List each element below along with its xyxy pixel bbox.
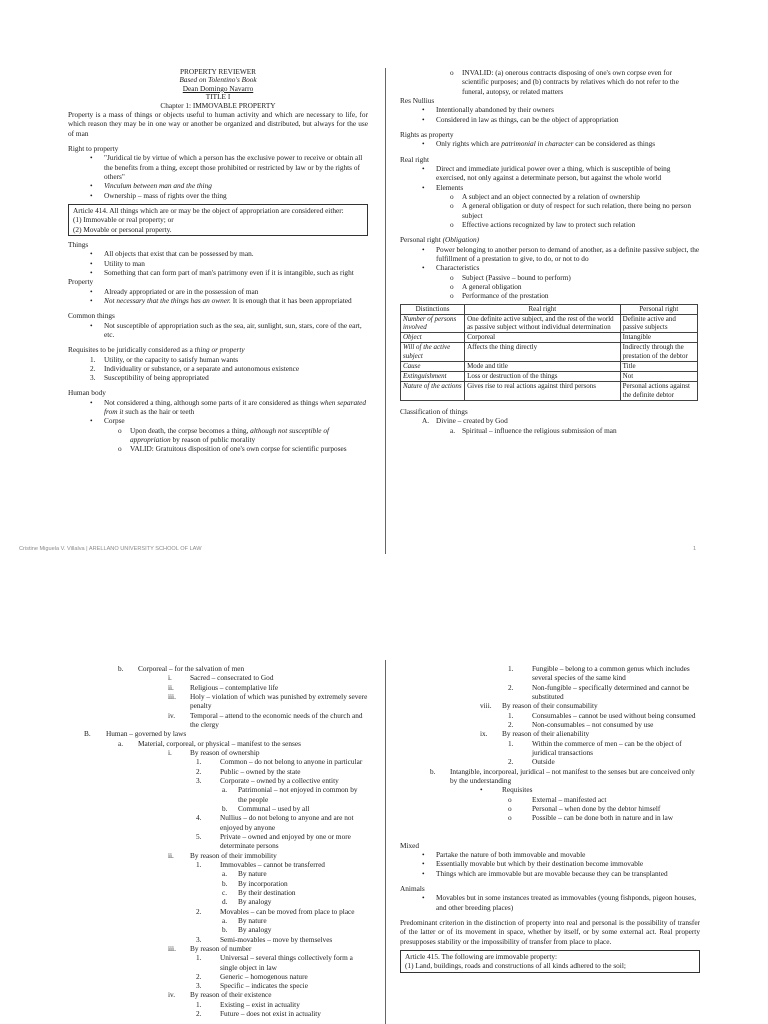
list-item: • All objects that exist that can be possessed by man. xyxy=(90,249,254,259)
outline-item: o Personal – when done by the debtor himself xyxy=(508,803,661,813)
outline-item: 1. Common – do not belong to anyone in particular xyxy=(196,757,363,767)
list-item: • Not necessary that the things has an owner. It is enough that it has been appropriated xyxy=(90,295,352,305)
outline-item: o External – manifested act xyxy=(508,794,607,804)
column-divider xyxy=(385,660,386,1024)
outline-item: viii. By reason of their consumability xyxy=(480,701,598,711)
list-item: • Considered in law as things, can be the object of appropriation xyxy=(422,114,619,124)
outline-item: 2. Movables – can be moved from place to place xyxy=(196,906,355,916)
outline-item: iii. By reason of number xyxy=(168,943,252,953)
list-item: • Essentially movable but which by their destination become immovable xyxy=(422,859,644,869)
outline-item: b. By analogy xyxy=(222,925,272,935)
list-item: • Characteristics xyxy=(422,263,480,273)
outline-item: 1. Consumables – cannot be used without being consumed xyxy=(508,710,696,720)
page2-right-column xyxy=(400,664,700,1024)
outline-item: 3. Specific – indicates the specie xyxy=(196,981,308,991)
outline-item: 2. Non-consumables – not consumed by use xyxy=(508,719,654,729)
outline-item: o Possible – can be done both in nature and in law xyxy=(508,813,674,823)
outline-item: 3. Corporate – owned by a collective entity xyxy=(196,775,339,785)
outline-item: 1. Universal – several things collectively form a single object in law xyxy=(196,953,353,972)
outline-item: b. Corporeal – for the salvation of men xyxy=(118,664,245,673)
outline-list xyxy=(68,664,368,1018)
table-row: Object Corporeal Intangible xyxy=(401,333,698,343)
list-item: o Upon death, the corpse becomes a thing, although not susceptible of appropriation by reason of public morality xyxy=(118,425,330,445)
list-item: o VALID: Gratuitous disposition of one's own corpse for scientific purposes xyxy=(118,444,347,454)
table-header: Personal right xyxy=(620,304,697,314)
list-item: • Vinculum between man and the thing xyxy=(90,181,212,191)
distinctions-table xyxy=(400,304,698,402)
common-things-heading: Common things xyxy=(68,311,115,321)
list-item: • Not susceptible of appropriation such as the sea, air, sunlight, sun, stars, core of the eart, etc. xyxy=(90,320,362,339)
outline-list xyxy=(400,664,700,823)
real-right-heading: Real right xyxy=(400,154,429,164)
outline-item: ii. Religious – contemplative life xyxy=(168,682,279,692)
human-body-heading: Human body xyxy=(68,388,106,398)
mixed-heading: Mixed xyxy=(400,840,420,850)
outline-item: a. By nature xyxy=(222,869,267,879)
outline-item: c. By their destination xyxy=(222,887,296,897)
list-item: • Already appropriated or are in the possession of man xyxy=(90,286,259,296)
column-divider xyxy=(385,68,386,554)
list-item: A. Divine – created by God xyxy=(422,416,508,426)
outline-item: b. By incorporation xyxy=(222,878,288,888)
outline-item: ix. By reason of their alienability xyxy=(480,729,590,739)
list-item: • Partake the nature of both immovable and movable xyxy=(422,849,586,859)
outline-item: 4. Nullius – do not belong to anyone and are not enjoyed by anyone xyxy=(196,813,354,832)
list-item: • Power belonging to another person to demand of another, as a definite passive subject, the fulfillment of a prestation to give, to do, or not to do xyxy=(422,244,700,263)
title-i: TITLE I xyxy=(205,92,231,102)
doc-subtitle: Based on Tolentino's Book xyxy=(179,75,257,85)
list-item: • Intentionally abandoned by their owners xyxy=(422,105,554,115)
list-item: o Effective actions recognized by law to protect such relation xyxy=(450,219,636,229)
outline-item: iv. By reason of their existence xyxy=(168,990,272,1000)
list-item: • Corpse xyxy=(90,416,125,426)
article-414-box: Article 414. All things which are or may be the object of appropriation are considered either: (1) Immovable or real property; or (2) Movable or personal property. xyxy=(68,204,368,236)
outline-item: 2. Public – owned by the state xyxy=(196,766,301,776)
list-item: a. Spiritual – influence the religious submission of man xyxy=(450,425,617,435)
outline-item: a. Patrimonial – not enjoyed in common by the people xyxy=(222,785,358,804)
outline-item: 1. Fungible – belong to a common genus which includes several species of the same kind xyxy=(508,664,690,683)
right-to-property-heading: Right to property xyxy=(68,143,119,153)
outline-item: 2. Outside xyxy=(508,757,555,767)
page-number: 1 xyxy=(693,546,697,552)
list-item: o A subject and an object connected by a relation of ownership xyxy=(450,191,640,201)
outline-item: b. Communal – used by all xyxy=(222,803,310,813)
list-item: 1. Utility, or the capacity to satisfy human wants xyxy=(90,354,239,364)
personal-right-heading: Personal right (Obligation) xyxy=(400,235,480,245)
outline-item: a. Material, corporeal, or physical – manifest to the senses xyxy=(118,738,301,748)
list-item: o A general obligation xyxy=(450,281,522,291)
list-item: • Something that can form part of man's patrimony even if it is intangible, such as right xyxy=(90,267,354,277)
table-header: Real right xyxy=(465,304,621,314)
rights-as-property-heading: Rights as property xyxy=(400,129,454,139)
list-item: • Only rights which are patrimonial in character can be considered as things xyxy=(422,139,656,149)
outline-item: 1. Within the commerce of men – can be the object of juridical transactions xyxy=(508,738,682,757)
outline-item: d. By analogy xyxy=(222,897,272,907)
animals-heading: Animals xyxy=(400,883,425,893)
outline-item: • Requisites xyxy=(480,785,533,795)
list-item: o INVALID: (a) onerous contracts disposing of one's own corpse even for scientific purposes; and (b) contracts by relatives which do not refer to the funeral, autopsy, or related matters xyxy=(450,68,679,96)
outline-item: ii. By reason of their immobility xyxy=(168,850,277,860)
list-item: 3. Susceptibility of being appropriated xyxy=(90,373,209,383)
outline-item: b. Intangible, incorporeal, juridical – not manifest to the senses but are conceived only by the understanding xyxy=(430,766,695,785)
list-item: • Utility to man xyxy=(90,258,145,268)
outline-item: 5. Private – owned and enjoyed by one or more determinate persons xyxy=(196,831,351,851)
outline-item: 1. Existing – exist in actuality xyxy=(196,999,300,1009)
list-item: • Direct and immediate juridical power over a thing, which is susceptible of being exercised, not only against a determinate person, but against the whole world xyxy=(422,163,671,183)
list-item: • Elements xyxy=(422,182,464,192)
res-nullius-heading: Res Nullius xyxy=(400,95,435,105)
page1-left-column xyxy=(68,68,368,580)
list-item: • Not considered a thing, although some parts of it are considered as things when separated from it such as the hair or teeth xyxy=(90,397,367,417)
page2-left-column xyxy=(68,664,368,1024)
criterion-paragraph: Predominant criterion in the distinction of property into real and personal is the possibility of transfer of the latter or of its movement in space, whether by itself, or by some external act. Real property presupposes stability or the impossibility of transfer from place to place. xyxy=(400,917,700,946)
outline-item: 2. Generic – homogenous nature xyxy=(196,971,308,981)
outline-item: B. Human – governed by laws xyxy=(84,729,187,739)
outline-item: i. Sacred – consecrated to God xyxy=(168,673,274,683)
outline-item: 2. Future – does not exist in actuality xyxy=(196,1009,321,1019)
article-415-box: Article 415. The following are immovable property: (1) Land, buildings, roads and constructions of all kinds adhered to the soil; xyxy=(400,950,700,973)
classification-heading: Classification of things xyxy=(400,407,468,417)
list-item: • Movables but in some instances treated as immovables (young fishponds, pigeon houses, and other breeding places) xyxy=(422,893,697,912)
table-row: Number of persons involved One definite active subject, and the rest of the world as passive subject without individual determination Definite active and passive subjects xyxy=(401,314,698,333)
requisites-heading: Requisites to be juridically considered as a thing or property xyxy=(68,345,245,355)
outline-item: 1. Immovables – cannot be transferred xyxy=(196,859,325,869)
table-row: Will of the active subject Affects the thing directly Indirectly through the prestation of the debtor xyxy=(401,343,698,362)
outline-item: a. By nature xyxy=(222,915,267,925)
list-item: • Things which are immovable but are movable because they can be transplanted xyxy=(422,868,668,878)
footer-author: Cristine Miguela V. Villalva | ARELLANO UNIVERSITY SCHOOL OF LAW xyxy=(19,546,202,552)
outline-item: i. By reason of ownership xyxy=(168,747,260,757)
table-row: Cause Mode and title Title xyxy=(401,362,698,372)
list-item: • Ownership – mass of rights over the thing xyxy=(90,190,227,200)
outline-item: iv. Temporal – attend to the economic needs of the church and the clergy xyxy=(168,710,363,729)
outline-item: 3. Semi-movables – move by themselves xyxy=(196,934,333,944)
chapter-heading: Chapter 1: IMMOVABLE PROPERTY xyxy=(160,100,276,110)
page-2 xyxy=(0,638,768,1024)
list-item: 2. Individuality or substance, or a separate and autonomous existence xyxy=(90,363,300,373)
doc-author: Dean Domingo Navarro xyxy=(182,83,254,93)
page-gap xyxy=(0,580,768,638)
intro-paragraph: Property is a mass of things or objects useful to human activity and which are necessary to life, for which reason they may be in one way or another be organized and distributed, but always for the use of man xyxy=(68,109,368,138)
list-item: o Subject (Passive – bound to perform) xyxy=(450,272,571,282)
table-row: Extinguishment Loss or destruction of the things Not xyxy=(401,372,698,382)
property-heading: Property xyxy=(68,277,94,287)
list-item: • "Juridical tie by virtue of which a person has the exclusive power to receive or obtain all the benefits from a thing, except those prohibited or restricted by law or by the rights of others" xyxy=(90,153,363,181)
doc-title: PROPERTY REVIEWER xyxy=(179,67,257,76)
list-item: o A general obligation or duty of respect for such relation, there being no person subject xyxy=(450,201,691,220)
outline-item: 2. Non-fungible – specifically determined and cannot be substituted xyxy=(508,682,690,701)
page1-right-column xyxy=(400,68,700,580)
things-heading: Things xyxy=(68,239,89,249)
outline-item: iii. Holy – violation of which was punished by extremely severe penalty xyxy=(168,691,368,711)
table-header: Distinctions xyxy=(401,304,465,314)
table-row: Nature of the actions Gives rise to real actions against third persons Personal actions against the definite debtor xyxy=(401,382,698,401)
list-item: o Performance of the prestation xyxy=(450,291,549,301)
